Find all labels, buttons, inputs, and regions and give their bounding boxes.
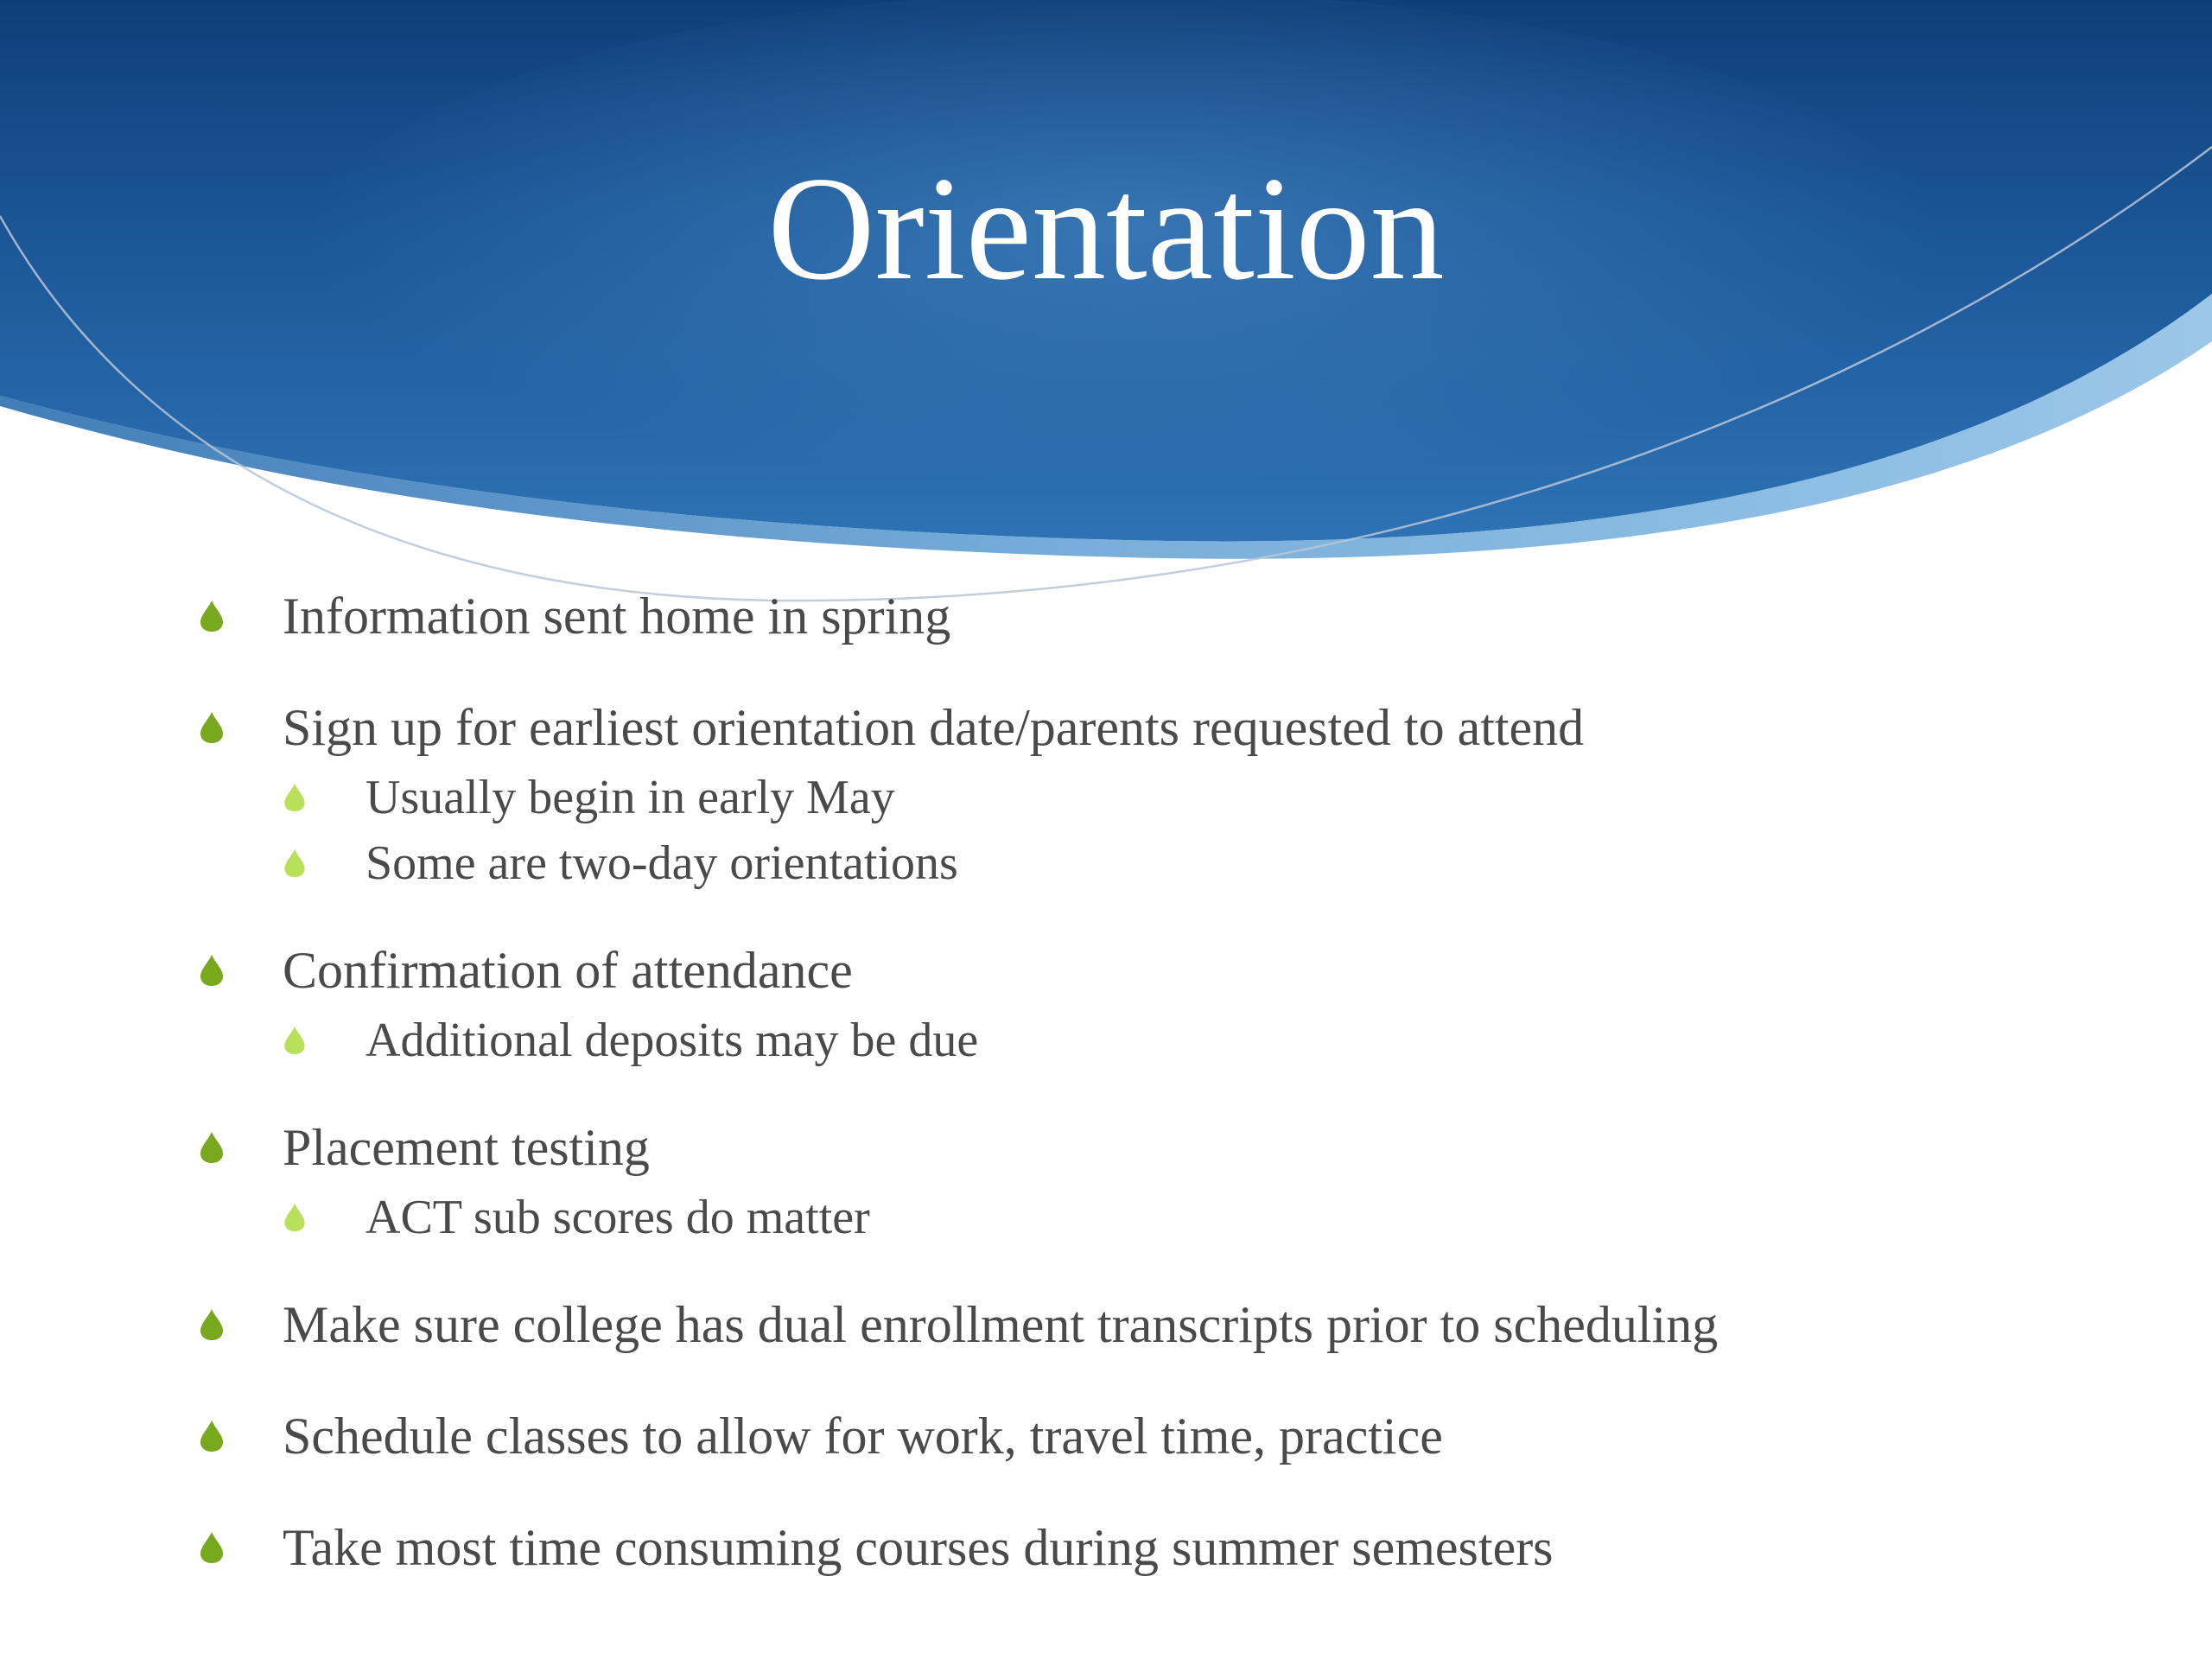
droplet-icon bbox=[199, 1420, 225, 1452]
slide-title: Orientation bbox=[767, 147, 1445, 311]
droplet-icon bbox=[199, 600, 225, 632]
droplet-icon bbox=[283, 783, 307, 812]
bullet-text: Placement testing bbox=[283, 1119, 650, 1176]
sub-bullet-text: ACT sub scores do matter bbox=[365, 1191, 870, 1244]
bullet-text: Confirmation of attendance bbox=[283, 942, 853, 999]
bullet-item bbox=[199, 690, 2100, 765]
droplet-icon bbox=[199, 954, 225, 987]
sub-bullet-item bbox=[199, 1185, 2100, 1250]
droplet-icon bbox=[199, 1531, 225, 1564]
sub-bullet-item bbox=[199, 1007, 2100, 1073]
droplet-icon bbox=[199, 1308, 225, 1341]
bullet-item bbox=[199, 579, 2100, 653]
bullet-list bbox=[199, 579, 2100, 1585]
bullet-item bbox=[199, 1399, 2100, 1473]
bullet-item bbox=[199, 1287, 2100, 1362]
droplet-icon bbox=[199, 1131, 225, 1164]
droplet-icon bbox=[199, 711, 225, 744]
sub-bullet-text: Usually begin in early May bbox=[365, 771, 895, 824]
bullet-text: Sign up for earliest orientation date/parents requested to attend bbox=[283, 699, 1585, 756]
sub-bullet-text: Additional deposits may be due bbox=[365, 1014, 979, 1067]
bullet-text: Information sent home in spring bbox=[283, 588, 951, 645]
droplet-icon bbox=[283, 1203, 307, 1232]
bullet-item bbox=[199, 933, 2100, 1007]
bullet-text: Make sure college has dual enrollment transcripts prior to scheduling bbox=[283, 1296, 1719, 1353]
sub-bullet-item bbox=[199, 830, 2100, 896]
bullet-item bbox=[199, 1510, 2100, 1585]
bullet-text: Schedule classes to allow for work, travel time, practice bbox=[283, 1408, 1443, 1465]
droplet-icon bbox=[283, 1026, 307, 1055]
bullet-item bbox=[199, 1110, 2100, 1185]
sub-bullet-item bbox=[199, 765, 2100, 830]
sub-bullet-text: Some are two-day orientations bbox=[365, 836, 958, 890]
droplet-icon bbox=[283, 849, 307, 878]
bullet-text: Take most time consuming courses during summer semesters bbox=[283, 1519, 1554, 1576]
